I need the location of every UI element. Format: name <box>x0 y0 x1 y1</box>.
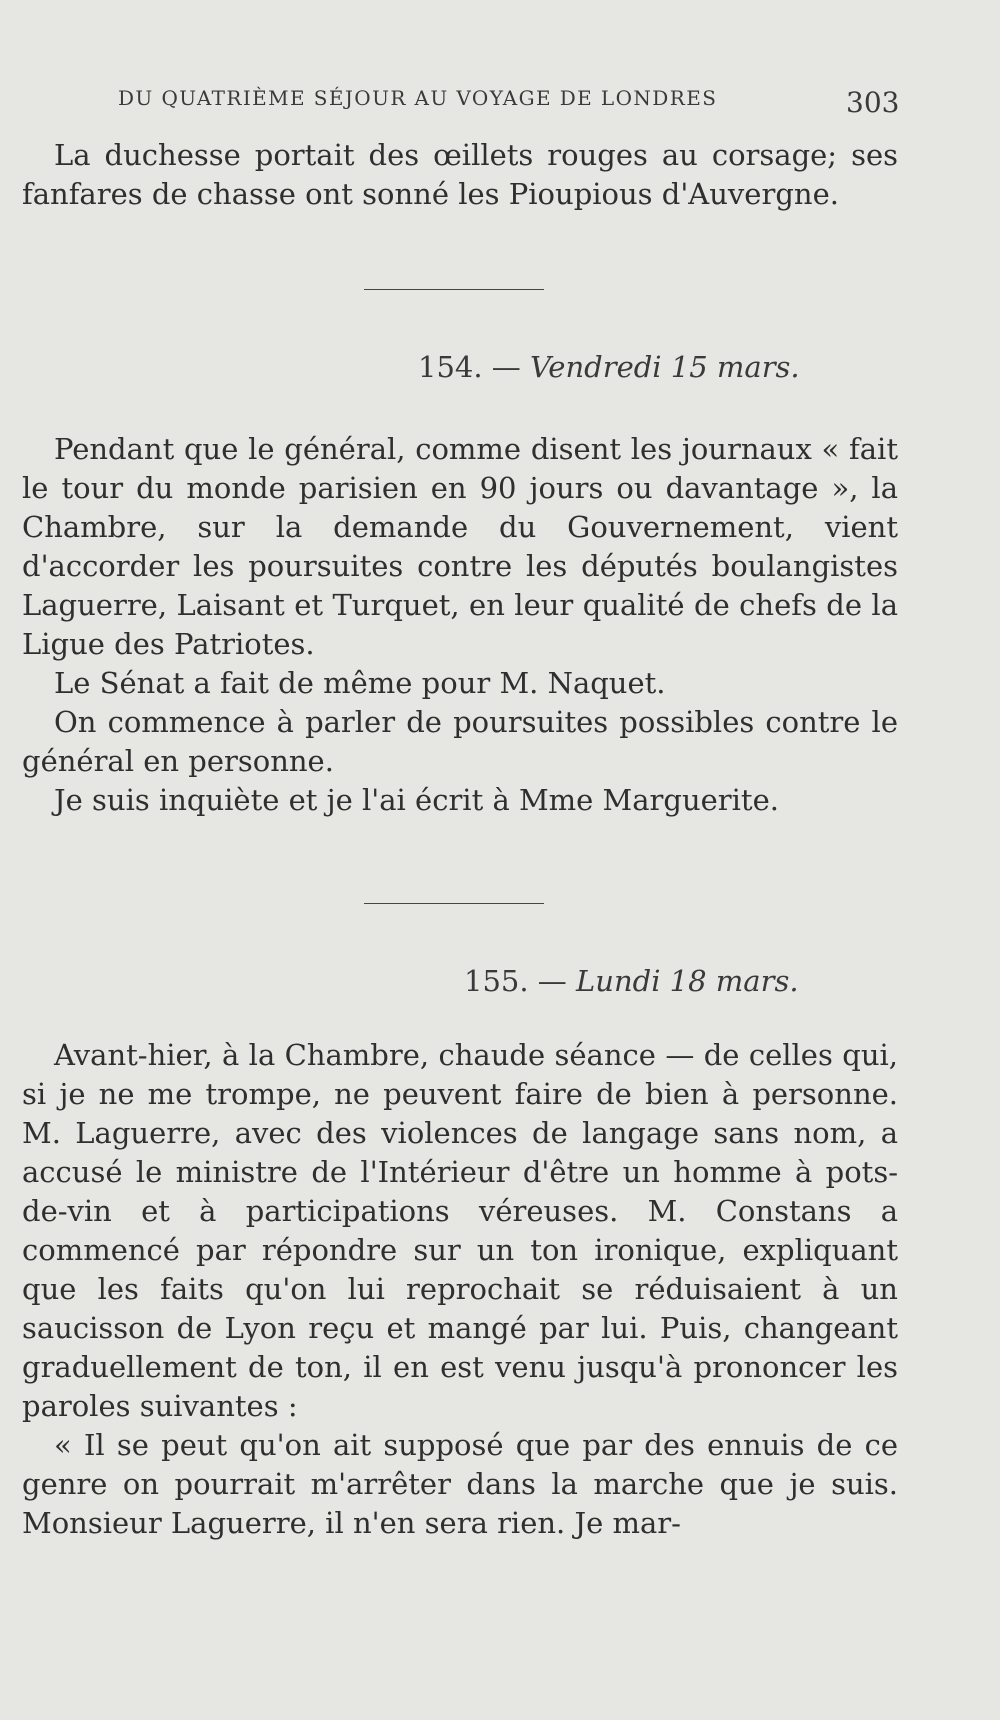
entry-date: Lundi 18 mars. <box>576 964 799 998</box>
entry-155-heading <box>464 964 799 998</box>
paragraph: Pendant que le général, comme disent les journaux « fait le tour du monde parisien en 90 jours ou davantage », la Chambre, sur la demande du Gouvernement, vient d'accorder les poursuites contre les députés boulangistes Laguerre, Laisant et Turquet, en leur qualité de chefs de la Ligue des Patriotes. <box>22 432 898 661</box>
entry-154-body <box>22 430 898 820</box>
entry-number: 154. <box>418 350 483 384</box>
paragraph: On commence à parler de poursuites possibles contre le général en personne. <box>22 705 898 778</box>
paragraph: Le Sénat a fait de même pour M. Naquet. <box>54 666 666 700</box>
page-number: 303 <box>846 86 900 119</box>
section-divider <box>364 289 544 290</box>
top-paragraph: La duchesse portait des œillets rouges au corsage; ses fanfares de chasse ont sonné les Pioupious d'Auvergne. <box>22 138 898 211</box>
paragraph: Avant-hier, à la Chambre, chaude séance — de celles qui, si je ne me trompe, ne peuvent faire de bien à personne. M. Laguerre, avec des violences de langage sans nom, a accusé le ministre de l'Intérieur d'être un homme à pots-de-vin et à participations véreuses. M. Constans a commencé par répondre sur un ton ironique, expliquant que les faits qu'on lui reprochait se réduisaient à un saucisson de Lyon reçu et mangé par lui. Puis, changeant graduellement de ton, il en est venu jusqu'à prononcer les paroles suivantes : <box>22 1038 898 1423</box>
paragraph: Je suis inquiète et je l'ai écrit à Mme Marguerite. <box>54 783 779 817</box>
entry-dash: — <box>491 350 521 384</box>
entry-154-heading <box>418 350 800 384</box>
top-paragraph-block <box>22 136 898 214</box>
entry-155-body <box>22 1036 898 1543</box>
entry-dash: — <box>537 964 567 998</box>
entry-date: Vendredi 15 mars. <box>530 350 800 384</box>
entry-number: 155. <box>464 964 529 998</box>
section-divider <box>364 903 544 904</box>
running-title: DU QUATRIÈME SÉJOUR AU VOYAGE DE LONDRES <box>118 86 718 110</box>
paragraph: « Il se peut qu'on ait supposé que par des ennuis de ce genre on pourrait m'arrêter dans la marche que je suis. Monsieur Laguerre, il n'en sera rien. Je mar- <box>22 1428 898 1540</box>
